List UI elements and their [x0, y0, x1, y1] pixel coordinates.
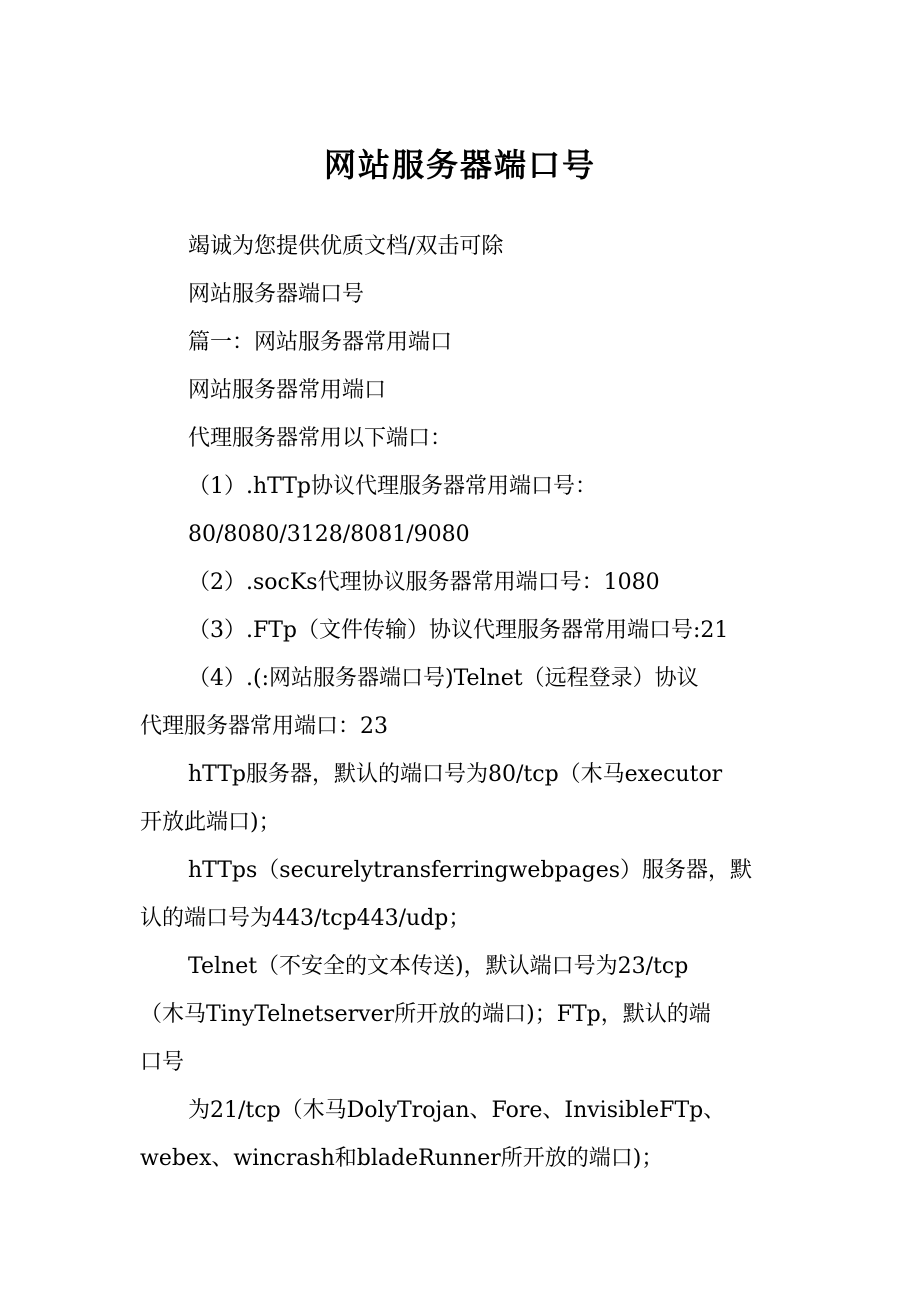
text-line: （1）.hTTp协议代理服务器常用端口号：	[188, 474, 597, 499]
text-line: 开放此端口)；	[140, 810, 281, 835]
text-line: 代理服务器常用端口：23	[140, 714, 388, 739]
text-line: （木马TinyTelnetserver所开放的端口)；FTp，默认的端	[140, 1002, 711, 1027]
text-line: 网站服务器常用端口	[188, 378, 387, 403]
text-line: webex、wincrash和bladeRunner所开放的端口)；	[140, 1146, 664, 1171]
text-line: 口号	[140, 1050, 185, 1075]
text-line: 80/8080/3128/8081/9080	[188, 522, 470, 547]
text-line: hTTps（securelytransferringwebpages）服务器，默	[188, 858, 753, 883]
text-line: 篇一：网站服务器常用端口	[188, 330, 453, 355]
text-line: 网站服务器端口号	[188, 282, 365, 307]
text-line: Telnet（不安全的文本传送)，默认端口号为23/tcp	[188, 954, 689, 979]
text-line: hTTp服务器，默认的端口号为80/tcp（木马executor	[188, 762, 723, 787]
text-line: 为21/tcp（木马DolyTrojan、Fore、InvisibleFTp、	[188, 1098, 726, 1123]
text-line: 代理服务器常用以下端口：	[188, 426, 453, 451]
text-line: （2）.socKs代理协议服务器常用端口号：1080	[188, 570, 660, 595]
text-line: （3）.FTp（文件传输）协议代理服务器常用端口号:21	[188, 618, 729, 643]
text-line: 认的端口号为443/tcp443/udp；	[140, 906, 471, 931]
text-line: （4）.(:网站服务器端口号)Telnet（远程登录）协议	[188, 666, 699, 691]
document-title: 网站服务器端口号	[323, 146, 596, 184]
text-line: 竭诚为您提供优质文档/双击可除	[188, 234, 504, 259]
